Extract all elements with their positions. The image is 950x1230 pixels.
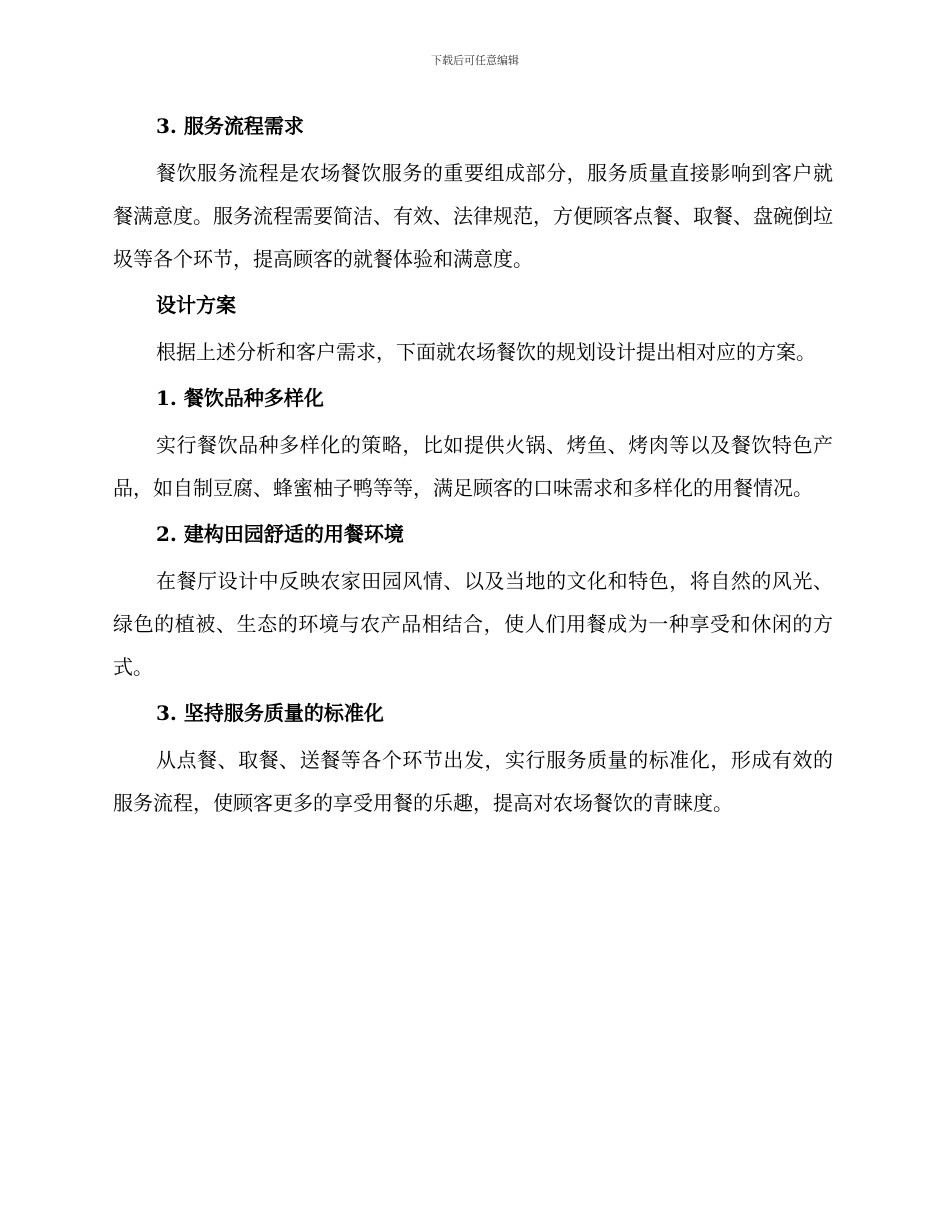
section-heading: 设计方案 bbox=[156, 293, 236, 317]
section-paragraph: 实行餐饮品种多样化的策略，比如提供火锅、烤鱼、烤肉等以及餐饮特色产品，如自制豆腐、蜂蜜柚子鸭等等，满足顾客的口味需求和多样化的用餐情况。 bbox=[113, 433, 833, 500]
section-heading: 3. 坚持服务质量的标准化 bbox=[156, 701, 384, 725]
section-paragraph: 根据上述分析和客户需求，下面就农场餐饮的规划设计提出相对应的方案。 bbox=[156, 340, 816, 364]
document-body bbox=[113, 110, 833, 825]
section-paragraph: 在餐厅设计中反映农家田园风情、以及当地的文化和特色，将自然的风光、绿色的植被、生态的环境与农产品相结合，使人们用餐成为一种享受和休闲的方式。 bbox=[113, 569, 833, 679]
page-header: 下载后可任意编辑 bbox=[431, 54, 519, 67]
section-heading: 3. 服务流程需求 bbox=[156, 114, 304, 138]
section-paragraph: 餐饮服务流程是农场餐饮服务的重要组成部分，服务质量直接影响到客户就餐满意度。服务流程需要简洁、有效、法律规范，方便顾客点餐、取餐、盘碗倒垃圾等各个环节，提高顾客的就餐体验和满意度。 bbox=[113, 161, 833, 271]
section-heading: 1. 餐饮品种多样化 bbox=[156, 386, 324, 410]
section-paragraph: 从点餐、取餐、送餐等各个环节出发，实行服务质量的标准化，形成有效的服务流程，使顾客更多的享受用餐的乐趣，提高对农场餐饮的青睐度。 bbox=[113, 748, 833, 815]
section-heading: 2. 建构田园舒适的用餐环境 bbox=[156, 522, 404, 546]
